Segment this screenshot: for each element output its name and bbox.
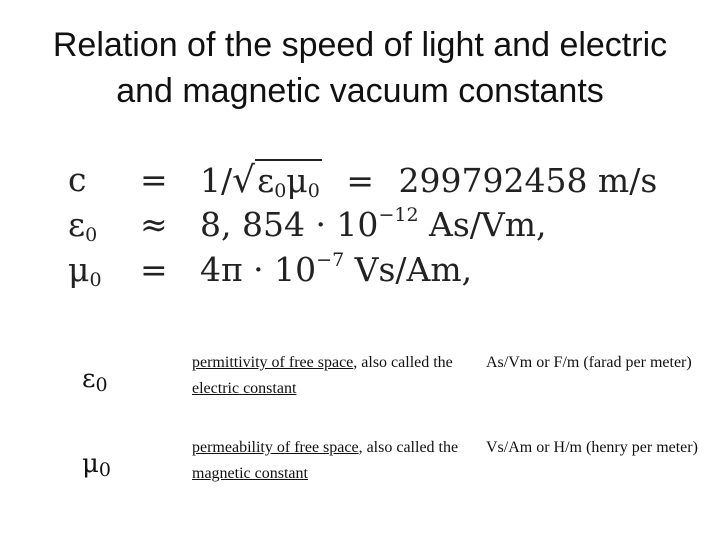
link-permittivity[interactable]: permittivity of free space <box>192 354 354 371</box>
link-electric-constant[interactable]: electric constant <box>192 380 297 397</box>
equation-mu <box>60 250 660 295</box>
sqrt-expression <box>232 160 322 201</box>
constants-table <box>80 348 720 518</box>
sqrt-epsilon-sub: 0 <box>274 180 287 202</box>
equations-block <box>60 160 660 295</box>
constant-description <box>192 350 462 402</box>
eq-relation: = <box>140 250 168 289</box>
table-row <box>80 348 720 433</box>
constant-unit: As/Vm or F/m (farad per meter) <box>486 354 692 371</box>
table-row <box>80 433 720 518</box>
page-title <box>0 22 720 114</box>
link-magnetic-constant[interactable]: magnetic constant <box>192 465 308 482</box>
desc-text: , also called the <box>353 354 453 371</box>
constant-symbol <box>82 449 111 479</box>
eq-lhs-sub: 0 <box>85 224 98 246</box>
sqrt-icon: √ <box>232 160 256 201</box>
symbol-sub: 0 <box>95 374 108 396</box>
link-permeability[interactable]: permeability of free space <box>192 439 359 456</box>
eq-lhs: c <box>68 160 87 199</box>
sqrt-mu-sub: 0 <box>307 180 320 202</box>
eq-second-relation: = <box>346 161 374 200</box>
eq-rhs-prefix: 1/ <box>200 161 233 200</box>
symbol-sub: 0 <box>98 459 111 481</box>
eq-unit: Vs/Am, <box>344 250 473 289</box>
eq-value: 299792458 m/s <box>398 161 658 200</box>
eq-unit: As/Vm, <box>418 205 547 244</box>
title-line-2: and magnetic vacuum constants <box>116 72 604 110</box>
title-line-1: Relation of the speed of light and electric <box>52 26 668 64</box>
constant-unit: Vs/Am or H/m (henry per meter) <box>486 439 698 456</box>
eq-value: 8, 854 · 10 <box>200 205 379 244</box>
eq-relation: = <box>140 160 168 199</box>
eq-relation: ≈ <box>140 205 168 244</box>
eq-lhs: μ <box>68 250 90 289</box>
equation-epsilon <box>60 205 660 250</box>
eq-exponent: −7 <box>316 249 345 271</box>
eq-value: 4π · 10 <box>200 250 317 289</box>
eq-lhs: ε <box>68 205 86 244</box>
constant-description <box>192 435 462 487</box>
sqrt-mu: μ <box>286 161 308 200</box>
eq-exponent: −12 <box>378 204 419 226</box>
desc-text: , also called the <box>358 439 459 456</box>
eq-lhs-sub: 0 <box>89 269 102 291</box>
sqrt-epsilon: ε <box>257 161 275 200</box>
symbol-letter: ε <box>82 364 96 394</box>
symbol-letter: μ <box>82 449 99 479</box>
constant-symbol <box>82 364 108 394</box>
equation-speed-of-light <box>60 160 660 205</box>
